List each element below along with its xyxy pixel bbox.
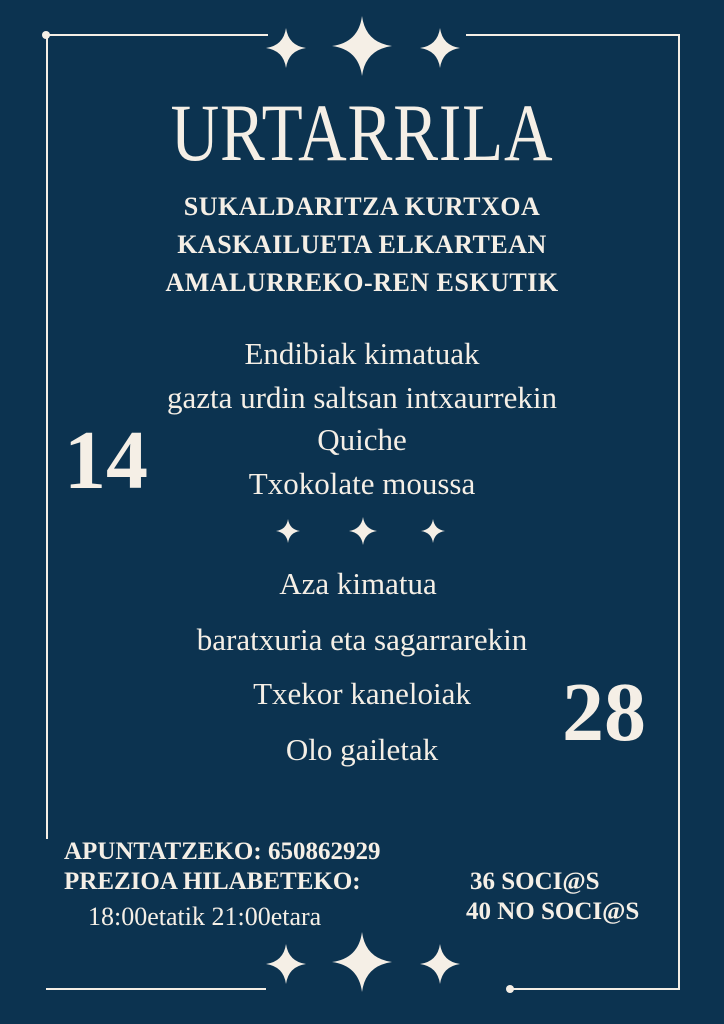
page-title: URTARRILA (170, 87, 554, 178)
sparkle-icon (420, 518, 446, 544)
subtitle-line-3: AMALURREKO-REN ESKUTIK (165, 268, 559, 297)
frame-top-right (466, 34, 678, 36)
session2-dish-4: Olo gailetak (285, 732, 439, 767)
session-day-14: 14 (64, 414, 148, 507)
session2-dish-3: Txekor kaneloiak (253, 676, 471, 711)
frame-right (678, 34, 680, 990)
frame-dot-top-left (42, 31, 50, 39)
session1-dish-4: Txokolate moussa (248, 466, 476, 501)
frame-top-left (46, 34, 268, 36)
sparkle-icon (330, 930, 394, 994)
frame-dot-bottom-right (506, 985, 514, 993)
sparkle-icon (330, 14, 394, 78)
session1-dish-2: gazta urdin saltsan intxaurrekin (167, 380, 557, 415)
sparkle-icon (275, 518, 301, 544)
frame-bottom-right (510, 988, 680, 990)
price-members: 36 SOCI@S (470, 868, 600, 895)
session1-dish-3: Quiche (317, 422, 407, 457)
sparkle-icon (264, 26, 308, 70)
session2-dish-1: Aza kimatua (279, 566, 437, 601)
sparkle-icon (348, 516, 378, 546)
sparkle-icon (418, 942, 462, 986)
signup-phone: APUNTATZEKO: 650862929 (64, 838, 381, 865)
sparkle-icon (264, 942, 308, 986)
subtitle-line-2: KASKAILUETA ELKARTEAN (177, 230, 547, 259)
price-label: PREZIOA HILABETEKO: (64, 868, 361, 895)
frame-bottom-left (46, 988, 266, 990)
price-non-members: 40 NO SOCI@S (466, 898, 640, 925)
session-day-28: 28 (562, 666, 646, 759)
schedule-hours: 18:00etatik 21:00etara (88, 902, 322, 931)
session2-dish-2: baratxuria eta sagarrarekin (196, 622, 528, 657)
subtitle-line-1: SUKALDARITZA KURTXOA (183, 192, 541, 221)
sparkle-icon (418, 26, 462, 70)
session1-dish-1: Endibiak kimatuak (244, 336, 480, 371)
